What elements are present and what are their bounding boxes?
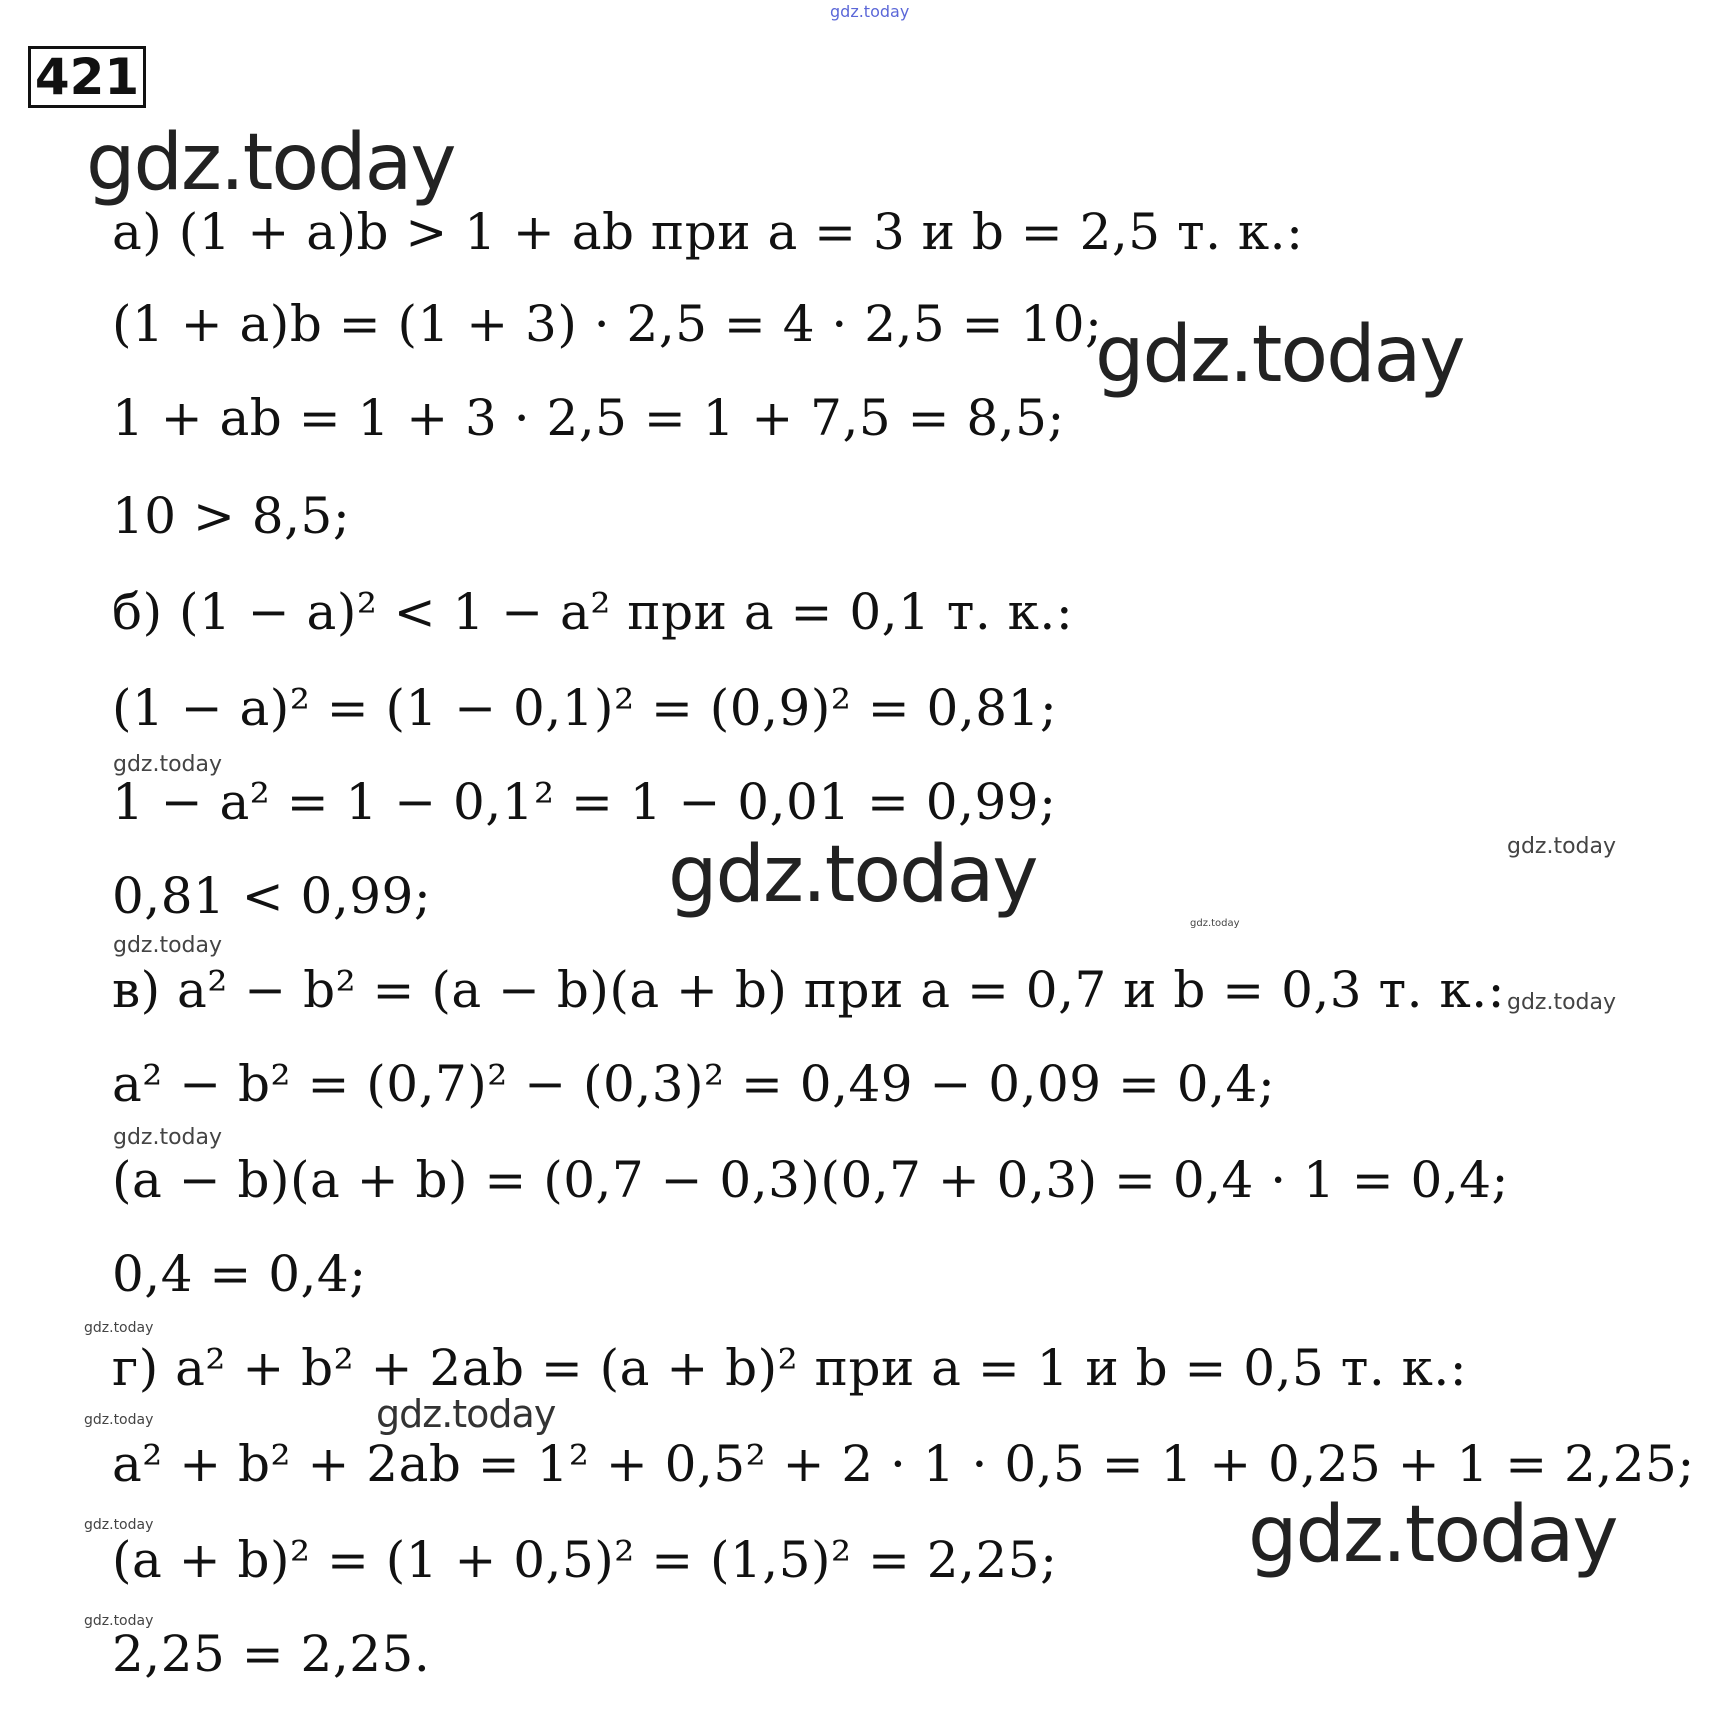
watermark: gdz.today bbox=[1248, 1490, 1617, 1580]
watermark: gdz.today bbox=[1507, 834, 1617, 859]
watermark: gdz.today bbox=[113, 752, 223, 777]
top-watermark: gdz.today bbox=[830, 2, 910, 21]
watermark: gdz.today bbox=[84, 1613, 154, 1629]
watermark: gdz.today bbox=[113, 933, 223, 958]
watermark: gdz.today bbox=[1507, 990, 1617, 1015]
part-a-statement: а) (1 + a)b > 1 + ab при a = 3 и b = 2,5 т. к.: bbox=[112, 203, 1304, 261]
part-g-statement: г) a² + b² + 2ab = (a + b)² при a = 1 и b = 0,5 т. к.: bbox=[112, 1339, 1468, 1397]
part-b-conclusion: 0,81 < 0,99; bbox=[112, 867, 432, 925]
part-a-left-calc: (1 + a)b = (1 + 3) · 2,5 = 4 · 2,5 = 10; bbox=[112, 295, 1103, 353]
watermark: gdz.today bbox=[376, 1392, 556, 1436]
watermark: gdz.today bbox=[113, 1125, 223, 1150]
watermark: gdz.today bbox=[84, 1517, 154, 1533]
watermark: gdz.today bbox=[1190, 918, 1240, 929]
part-v-left-calc: a² − b² = (0,7)² − (0,3)² = 0,49 − 0,09 = 0,4; bbox=[112, 1055, 1276, 1113]
watermark: gdz.today bbox=[86, 118, 455, 208]
part-a-conclusion: 10 > 8,5; bbox=[112, 487, 351, 545]
part-v-right-calc: (a − b)(a + b) = (0,7 − 0,3)(0,7 + 0,3) = 0,4 · 1 = 0,4; bbox=[112, 1151, 1509, 1209]
part-b-left-calc: (1 − a)² = (1 − 0,1)² = (0,9)² = 0,81; bbox=[112, 679, 1058, 737]
part-g-left-calc: a² + b² + 2ab = 1² + 0,5² + 2 · 1 · 0,5 = 1 + 0,25 + 1 = 2,25; bbox=[112, 1435, 1695, 1493]
part-b-right-calc: 1 − a² = 1 − 0,1² = 1 − 0,01 = 0,99; bbox=[112, 773, 1057, 831]
part-g-conclusion: 2,25 = 2,25. bbox=[112, 1625, 431, 1683]
problem-number: 421 bbox=[28, 46, 146, 108]
part-b-statement: б) (1 − a)² < 1 − a² при a = 0,1 т. к.: bbox=[112, 583, 1074, 641]
part-a-right-calc: 1 + ab = 1 + 3 · 2,5 = 1 + 7,5 = 8,5; bbox=[112, 389, 1065, 447]
watermark: gdz.today bbox=[1095, 310, 1464, 400]
watermark: gdz.today bbox=[84, 1412, 154, 1428]
part-v-statement: в) a² − b² = (a − b)(a + b) при a = 0,7 и b = 0,3 т. к.: bbox=[112, 961, 1505, 1019]
watermark: gdz.today bbox=[84, 1320, 154, 1336]
part-g-right-calc: (a + b)² = (1 + 0,5)² = (1,5)² = 2,25; bbox=[112, 1531, 1058, 1589]
watermark: gdz.today bbox=[668, 830, 1037, 920]
part-v-conclusion: 0,4 = 0,4; bbox=[112, 1245, 367, 1303]
